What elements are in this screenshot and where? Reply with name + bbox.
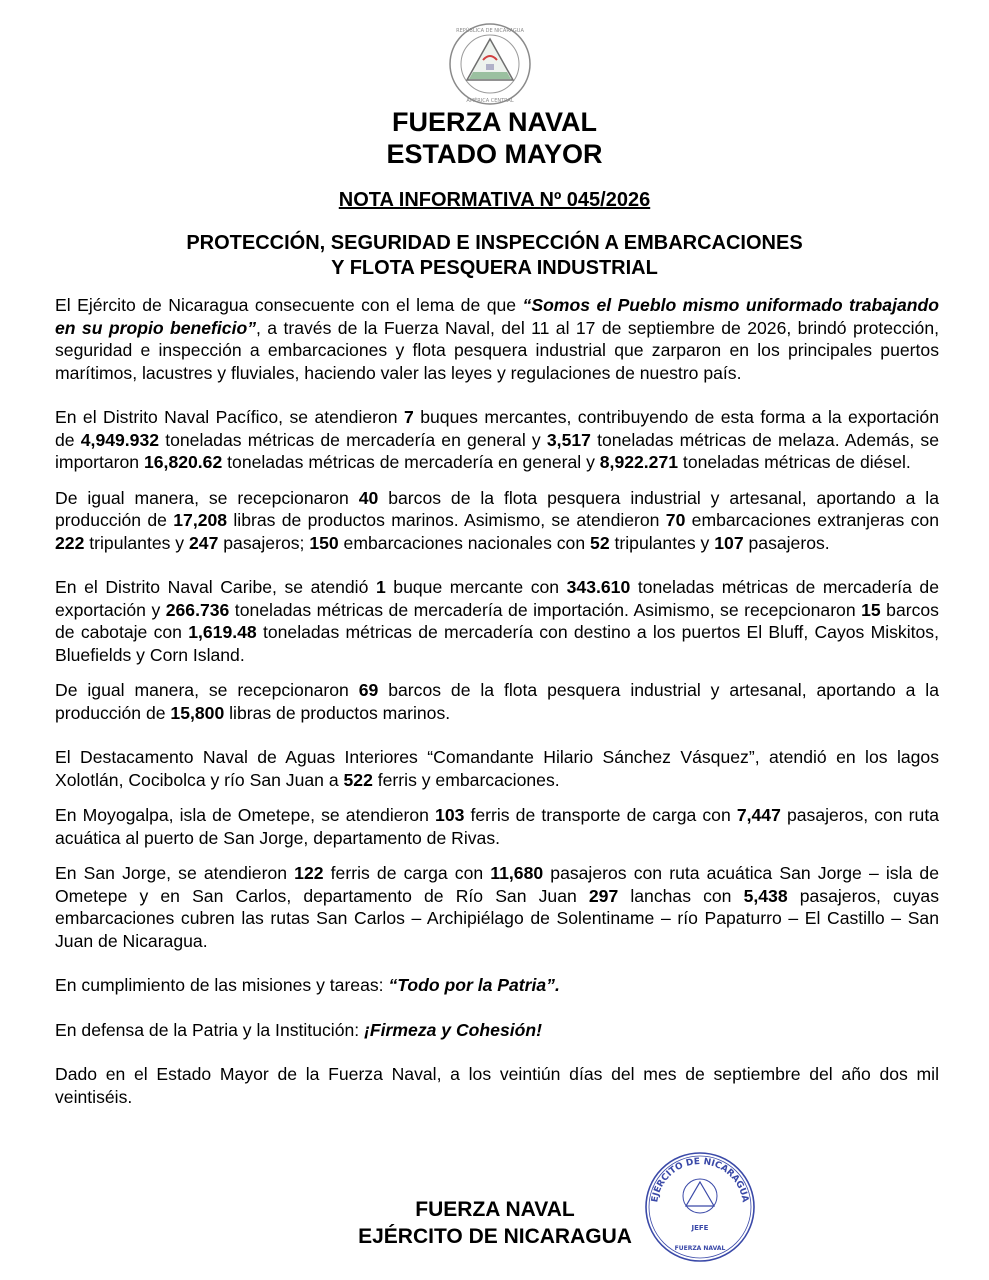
svg-text:AMÉRICA CENTRAL: AMÉRICA CENTRAL [466,98,514,104]
svg-text:EJÉRCITO DE NICARAGUA: EJÉRCITO DE NICARAGUA [650,1156,750,1204]
svg-text:JEFE: JEFE [691,1224,709,1232]
paragraph-2: En el Distrito Naval Pacífico, se atendieron 7 buques mercantes, contribuyendo de esta forma a la exportación de 4,949.932 toneladas métricas de mercadería en general y 3,517 toneladas métricas de melaza. Además, se importaron 16,820.62 toneladas métricas de mercadería en general y 8,922.271 toneladas métricas de diésel. [55,407,940,472]
svg-text:FUERZA NAVAL: FUERZA NAVAL [674,1245,726,1252]
header [0,106,989,170]
document-body [55,294,939,1108]
paragraph-5: De igual manera, se recepcionaron 69 barcos de la flota pesquera industrial y artesanal, aportando a la producción de 15,800 libras de productos marinos. [55,680,939,723]
paragraph-6: El Destacamento Naval de Aguas Interiores “Comandante Hilario Sánchez Vásquez”, atendió en los lagos Xolotlán, Cocibolca y río San Juan a 522 ferris y embarcaciones. [55,747,939,790]
coat-of-arms-icon [445,20,535,108]
signoff [330,1196,660,1250]
paragraph-1: El Ejército de Nicaragua consecuente con el lema de que “Somos el Pueblo mismo uniformado trabajando en su propio beneficio”, a través de la Fuerza Naval, del 11 al 17 de septiembre de 2026, brindó protección, seguridad e inspección a embarcaciones y flota pesquera industrial que zarparon en los principales puertos marítimos, lacustres y fluviales, haciendo valer las leyes y regulaciones de nuestro país. [55,295,940,383]
subject-line1: PROTECCIÓN, SEGURIDAD E INSPECCIÓN A EMBARCACIONES [186,232,803,254]
paragraph-11: Dado en el Estado Mayor de la Fuerza Naval, a los veintiún días del mes de septiembre del año dos mil veintiséis. [55,1064,939,1107]
nota-number: NOTA INFORMATIVA Nº 045/2026 [338,189,651,211]
paragraph-8: En San Jorge, se atendieron 122 ferris de carga con 11,680 pasajeros con ruta acuática San Jorge – isla de Ometepe y en San Carlos, departamento de Río San Juan 297 lanchas con 5,438 pasajeros, cuyas embarcaciones cubren las rutas San Carlos – Archipiélago de Solentiname – río Papaturro – El Castillo – San Juan de Nicaragua. [55,863,939,951]
header-line2: ESTADO MAYOR [386,139,603,169]
paragraph-10: En defensa de la Patria y la Institución: ¡Firmeza y Cohesión! [55,1019,542,1040]
signoff-line2: EJÉRCITO DE NICARAGUA [358,1225,632,1248]
official-stamp-icon [643,1150,757,1264]
signoff-line1: FUERZA NAVAL [415,1198,575,1221]
subject [0,231,989,281]
paragraph-7: En Moyogalpa, isla de Ometepe, se atendieron 103 ferris de transporte de carga con 7,447 pasajeros, con ruta acuática al puerto de San Jorge, departamento de Rivas. [55,805,939,848]
subject-line2: Y FLOTA PESQUERA INDUSTRIAL [331,257,658,279]
paragraph-9: En cumplimiento de las misiones y tareas: “Todo por la Patria”. [55,975,560,995]
paragraph-3: De igual manera, se recepcionaron 40 barcos de la flota pesquera industrial y artesanal, aportando a la producción de 17,208 libras de productos marinos. Asimismo, se atendieron 70 embarcaciones extranjeras con 222 tripulantes y 247 pasajeros; 150 embarcaciones nacionales con 52 tripulantes y 107 pasajeros. [55,487,939,553]
header-line1: FUERZA NAVAL [392,107,597,137]
paragraph-4: En el Distrito Naval Caribe, se atendió 1 buque mercante con 343.610 toneladas métricas de mercadería de exportación y 266.736 toneladas métricas de mercadería de importación. Asimismo, se recepcionaron 15 barcos de cabotaje con 1,619.48 toneladas métricas de mercadería con destino a los puertos El Bluff, Cayos Miskitos, Bluefields y Corn Island. [55,577,939,665]
svg-text:REPÚBLICA DE NICARAGUA: REPÚBLICA DE NICARAGUA [456,28,524,34]
